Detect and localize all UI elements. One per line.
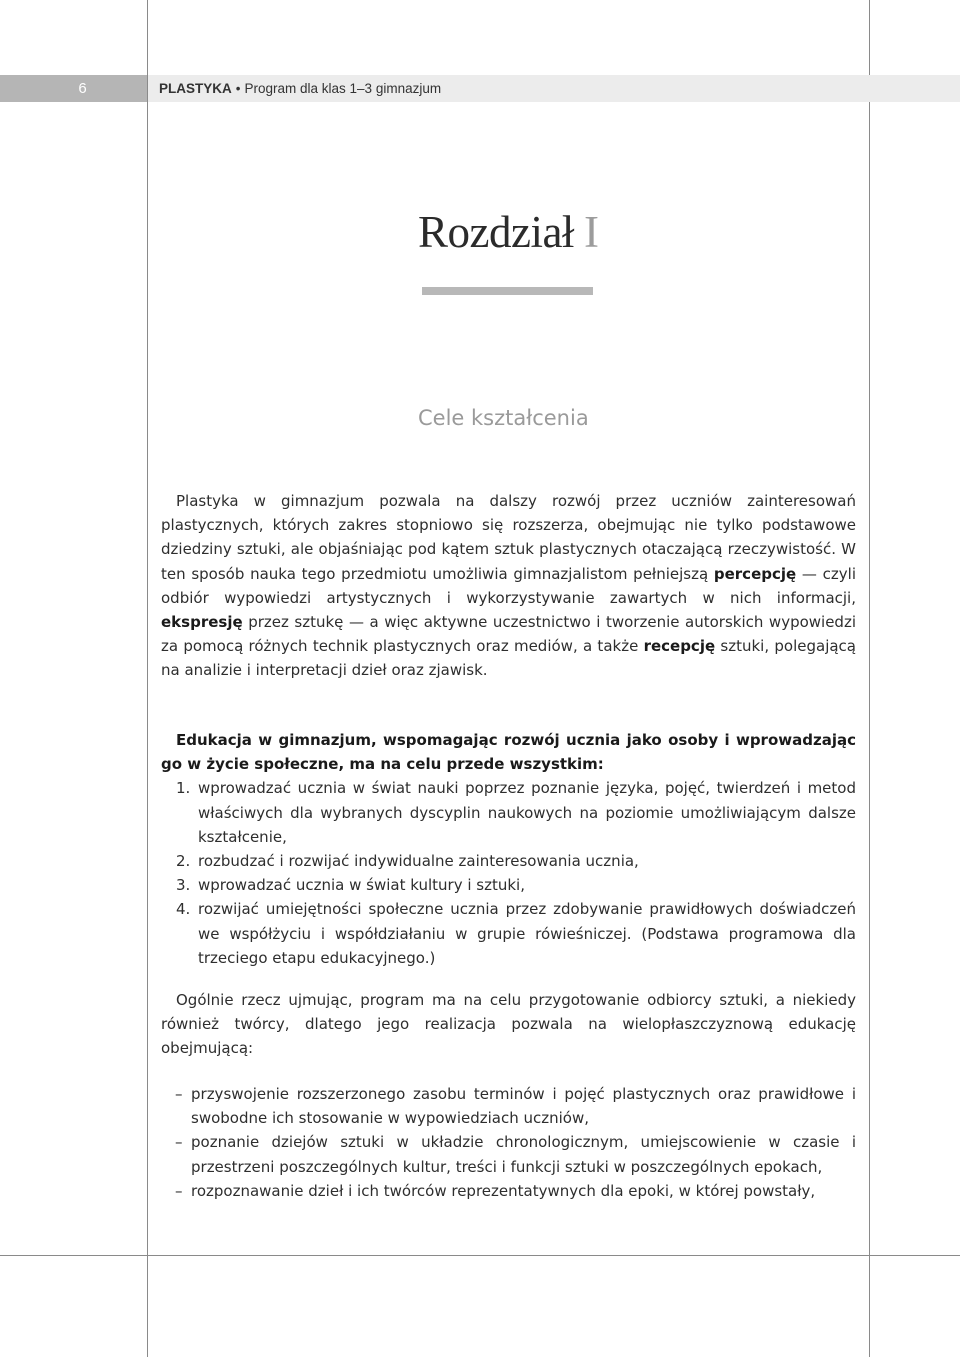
chapter-number: I bbox=[583, 207, 599, 257]
intro-text-4: sztuki, polegającą na analizie i interpretacji dzieł oraz zjawisk. bbox=[161, 637, 856, 680]
list-item-number: 4. bbox=[176, 900, 191, 919]
chapter-heading bbox=[418, 206, 598, 258]
goals-lead: Edukacja w gimnazjum, wspomagając rozwój ucznia jako osoby i wprowadzając go w życie społeczne, ma na celu przede wszystkim: bbox=[161, 731, 856, 774]
page-number-box bbox=[0, 75, 147, 102]
running-header-bar bbox=[148, 75, 960, 102]
list-item bbox=[161, 1130, 856, 1178]
list-item-text: wprowadzać ucznia w świat kultury i sztuki, bbox=[198, 876, 525, 895]
list-dash: – bbox=[175, 1181, 183, 1200]
section-title: Cele kształcenia bbox=[418, 406, 589, 430]
term-percepcja: percepcję bbox=[713, 564, 797, 583]
running-head-bullet: • bbox=[235, 81, 241, 96]
term-recepcja: recepcję bbox=[643, 637, 716, 656]
program-paragraph bbox=[161, 988, 856, 1061]
running-head-subject: PLASTYKA bbox=[159, 81, 232, 96]
list-item bbox=[161, 1179, 856, 1203]
list-dash: – bbox=[175, 1133, 183, 1152]
list-item-number: 3. bbox=[176, 876, 191, 895]
goals-section bbox=[161, 728, 856, 970]
list-item-text: przyswojenie rozszerzonego zasobu terminów i pojęć plastycznych oraz prawidłowe i swobodne ich stosowanie w wypowiedziach uczniów, bbox=[191, 1085, 856, 1128]
list-item-text: rozwijać umiejętności społeczne ucznia przez zdobywanie prawidłowych doświadczeń we współżyciu i współdziałaniu w grupie rówieśniczej. (Podstawa programowa dla trzeciego etapu edukacyjnego.) bbox=[198, 900, 856, 967]
list-item-number: 1. bbox=[176, 779, 191, 798]
running-head-subtitle: Program dla klas 1–3 gimnazjum bbox=[244, 81, 442, 96]
intro-text-3: przez sztukę — a więc aktywne uczestnictwo i tworzenie autorskich wypowiedzi za pomocą różnych technik plastycznych oraz mediów, a także bbox=[161, 613, 856, 656]
chapter-word: Rozdział bbox=[418, 207, 574, 257]
left-margin-line bbox=[147, 0, 148, 1357]
list-item-text: wprowadzać ucznia w świat nauki poprzez poznanie języka, pojęć, twierdzeń i metod właściwych dla wybranych dyscyplin naukowych na poziomie umożliwiającym dalsze kształcenie, bbox=[198, 779, 856, 846]
intro-text-2: — czyli odbiór wypowiedzi artystycznych i wykorzystywanie zawartych w nich informacji, bbox=[161, 564, 856, 607]
term-ekspresja: ekspresję bbox=[161, 613, 243, 632]
intro-paragraph bbox=[161, 489, 856, 683]
education-list-section bbox=[161, 1082, 856, 1203]
list-dash: – bbox=[175, 1085, 183, 1103]
chapter-rule bbox=[422, 287, 593, 295]
list-item bbox=[161, 897, 856, 970]
running-header bbox=[0, 75, 960, 102]
goals-list bbox=[161, 776, 856, 970]
page-number: 6 bbox=[78, 80, 87, 97]
list-item-number: 2. bbox=[176, 852, 191, 871]
list-item bbox=[161, 1082, 856, 1130]
running-head-text bbox=[159, 75, 441, 102]
intro-text-1: Plastyka w gimnazjum pozwala na dalszy rozwój przez uczniów zainteresowań plastycznych, których zakres stopniowo się rozszerza, obejmując nie tylko podstawowe dziedziny sztuki, ale objaśniając pod kątem sztuk plastycznych otaczającą rzeczywistość. W ten sposób nauka tego przedmiotu umożliwia gimnazjalistom pełniejszą bbox=[161, 492, 856, 583]
list-item-text: rozpoznawanie dzieł i ich twórców reprezentatywnych dla epoki, w której powstały, bbox=[191, 1181, 816, 1200]
education-list bbox=[161, 1082, 856, 1203]
list-item-text: poznanie dziejów sztuki w układzie chronologicznym, umiejscowienie w czasie i przestrzeni poszczególnych kultur, treści i funkcji sztuki w poszczególnych epokach, bbox=[191, 1133, 856, 1176]
program-text: Ogólnie rzecz ujmując, program ma na celu przygotowanie odbiorcy sztuki, a niekiedy również twórcy, dlatego jego realizacja pozwala na wielopłaszczyznową edukację obejmującą: bbox=[161, 991, 856, 1058]
bottom-margin-line bbox=[0, 1255, 960, 1256]
right-margin-line bbox=[869, 0, 870, 1357]
list-item bbox=[161, 873, 856, 897]
list-item bbox=[161, 849, 856, 873]
list-item-text: rozbudzać i rozwijać indywidualne zainteresowania ucznia, bbox=[198, 852, 639, 871]
list-item bbox=[161, 776, 856, 849]
